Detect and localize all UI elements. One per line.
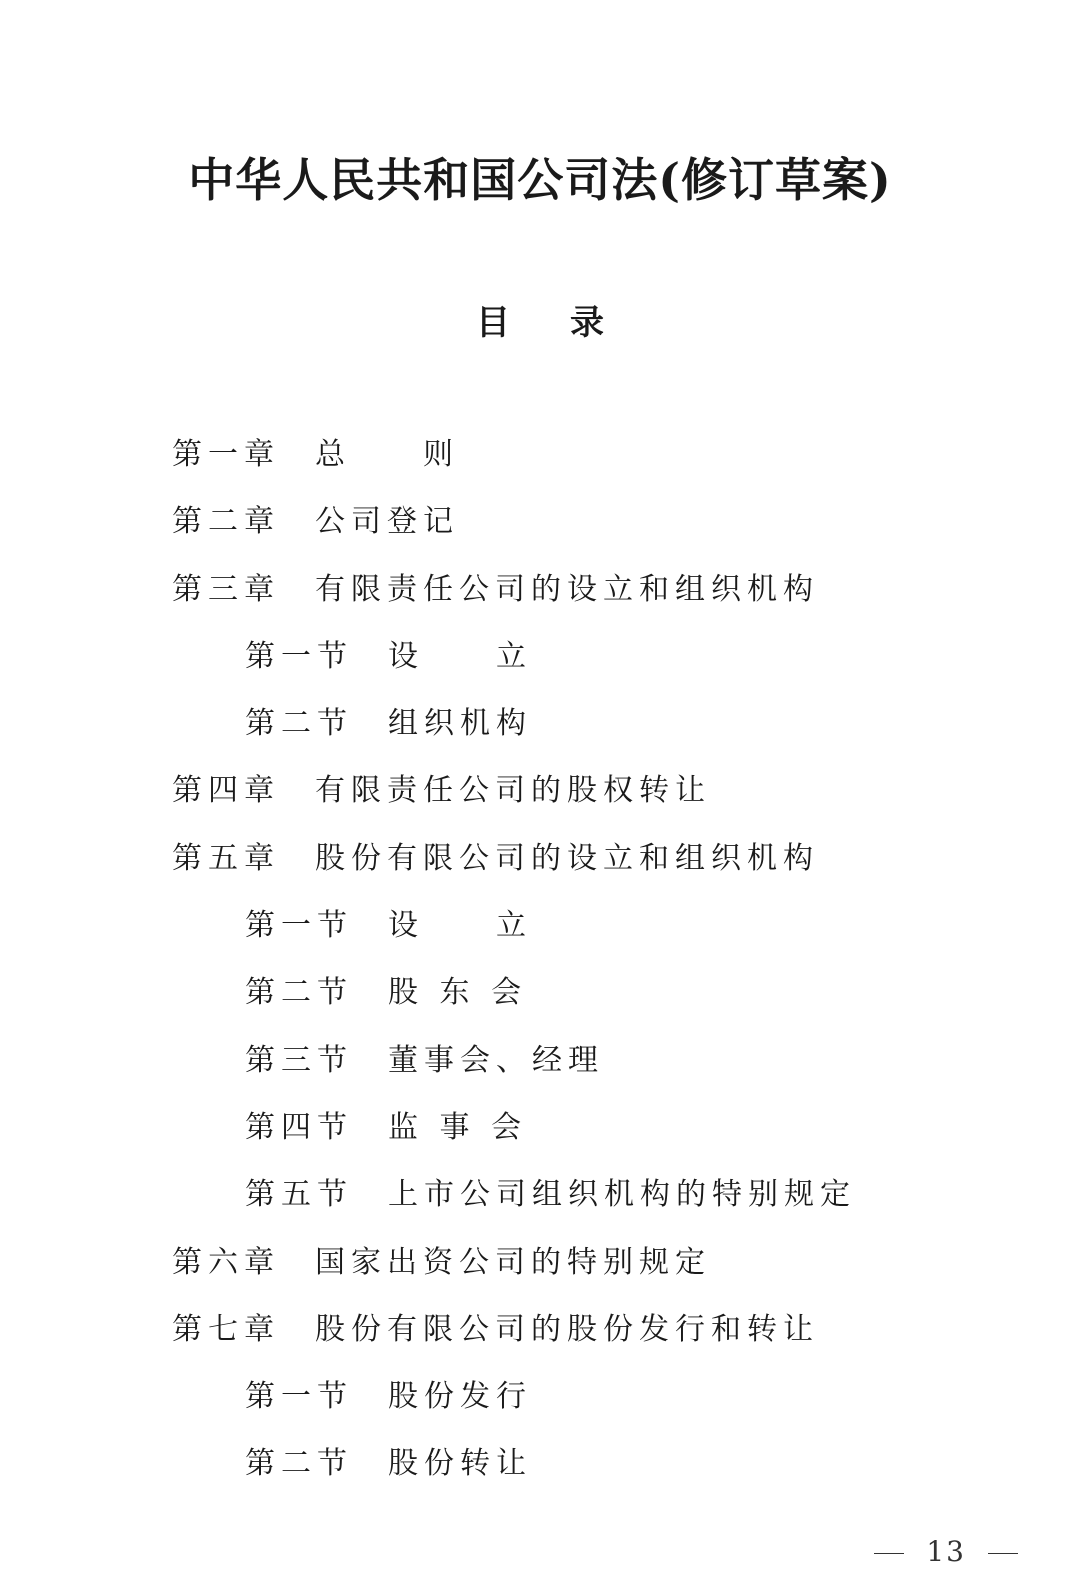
page-number: 13: [926, 1535, 966, 1568]
toc-entry-title: 股 东 会: [388, 975, 528, 1011]
toc-chapter-entry: [172, 1240, 992, 1307]
toc-entry-number: 第二节: [245, 706, 353, 742]
toc-entry-number: 第六章: [172, 1244, 280, 1280]
toc-section-entry: [172, 1172, 992, 1239]
toc-entry-title: 设 立: [388, 908, 532, 944]
toc-entry-number: 第二节: [245, 975, 353, 1011]
footer-dash-right: [988, 1553, 1018, 1555]
toc-entry-title: 股份有限公司的股份发行和转让: [315, 1311, 819, 1347]
toc-heading: 目录: [476, 303, 664, 343]
toc-entry-number: 第一节: [245, 908, 353, 944]
toc-entry-title: 股份转让: [388, 1446, 532, 1482]
toc-section-entry: [172, 970, 992, 1037]
toc-entry-number: 第二章: [172, 504, 280, 540]
toc-entry-title: 股份发行: [388, 1379, 532, 1415]
toc-entry-title: 有限责任公司的设立和组织机构: [315, 571, 819, 607]
toc-entry-title: 监 事 会: [388, 1109, 528, 1145]
toc-entry-number: 第三章: [172, 571, 280, 607]
toc-entry-title: 设 立: [388, 638, 532, 674]
toc-entry-title: 总 则: [315, 437, 459, 472]
toc-entry-number: 第七章: [172, 1311, 280, 1347]
toc-entry-title: 有限责任公司的股权转让: [315, 773, 711, 809]
toc-entry-title: 组织机构: [388, 706, 532, 742]
page-footer: [874, 1532, 1018, 1572]
toc-chapter-entry: [172, 768, 992, 835]
toc-chapter-entry: [172, 432, 992, 499]
toc-entry-number: 第三节: [245, 1042, 353, 1078]
toc-entry-title: 董事会、经理: [388, 1042, 604, 1078]
toc-section-entry: [172, 903, 992, 970]
toc-entry-number: 第五节: [245, 1177, 353, 1213]
toc-section-entry: [172, 634, 992, 701]
toc-chapter-entry: [172, 836, 992, 903]
toc-entry-title: 公司登记: [315, 504, 459, 540]
toc-entry-number: 第一章: [172, 437, 280, 472]
toc-section-entry: [172, 1441, 992, 1508]
table-of-contents: [172, 432, 992, 1509]
toc-entry-number: 第一节: [245, 638, 353, 674]
toc-entry-title: 股份有限公司的设立和组织机构: [315, 840, 819, 876]
toc-entry-number: 第四节: [245, 1109, 353, 1145]
toc-entry-title: 国家出资公司的特别规定: [315, 1244, 711, 1280]
toc-entry-number: 第一节: [245, 1379, 353, 1415]
toc-entry-number: 第四章: [172, 773, 280, 809]
toc-chapter-entry: [172, 1307, 992, 1374]
toc-entry-title: 上市公司组织机构的特别规定: [388, 1177, 856, 1213]
document-title: 中华人民共和国公司法(修订草案): [188, 153, 892, 207]
toc-section-entry: [172, 1105, 992, 1172]
toc-entry-number: 第二节: [245, 1446, 353, 1482]
toc-section-entry: [172, 1374, 992, 1441]
toc-chapter-entry: [172, 567, 992, 634]
footer-dash-left: [874, 1553, 904, 1555]
toc-section-entry: [172, 701, 992, 768]
toc-chapter-entry: [172, 499, 992, 566]
toc-section-entry: [172, 1038, 992, 1105]
toc-entry-number: 第五章: [172, 840, 280, 876]
